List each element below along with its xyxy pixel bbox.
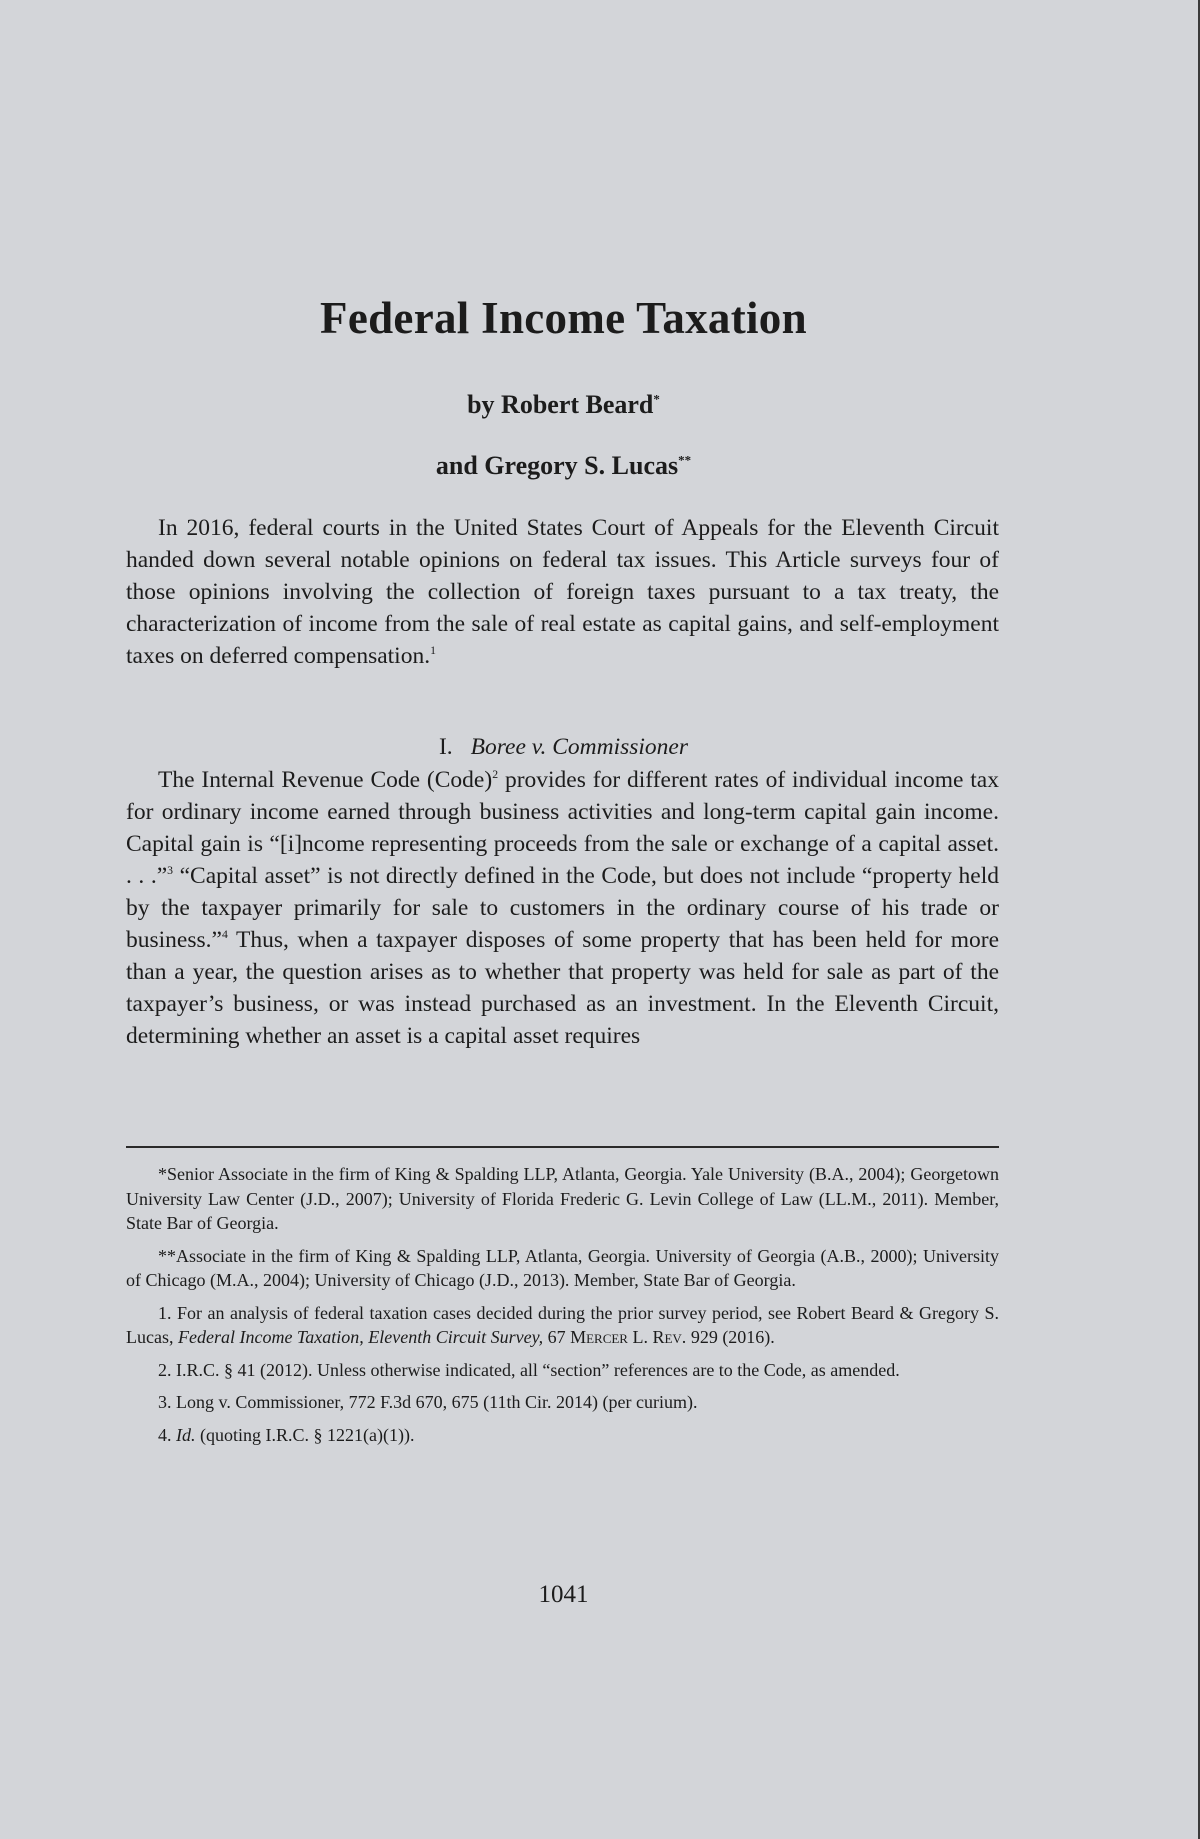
footnote-double-star: **Associate in the firm of King & Spalding LLP, Atlanta, Georgia. University of Georgia (A.B., 2000); University of Chicago (M.A., 2004); University of Chicago (J.D., 2013). Member, State Bar of Georgia. xyxy=(126,1245,999,1290)
footnote-text: 929 (2016). xyxy=(690,1327,775,1347)
footnote-ref: 3 xyxy=(167,864,174,878)
footnote-ref: 2 xyxy=(492,768,499,782)
footnote-text: I.R.C. § 41 (2012). Unless otherwise indicated, all “section” references are to the Code, as amended. xyxy=(176,1359,900,1380)
footnote-text: (quoting I.R.C. § 1221(a)(1)). xyxy=(200,1424,415,1445)
section-paragraph xyxy=(126,764,999,1052)
footnote-journal: Mercer L. Rev. xyxy=(570,1327,687,1347)
footnote-ref: 4 xyxy=(221,928,228,942)
footnote-number: 2. xyxy=(158,1359,172,1380)
paragraph-text: The Internal Revenue Code (Code) xyxy=(158,767,493,793)
page-number: 1041 xyxy=(538,1581,589,1608)
footnote-ref: 1 xyxy=(430,644,436,658)
section-body xyxy=(126,764,999,1052)
footnote-number: 4. xyxy=(158,1424,172,1445)
paragraph-text: “Capital asset” is not directly defined in the Code, but does not include “property held by the taxpayer primarily for sale to customers in the ordinary course of his trade or business.” xyxy=(126,863,999,953)
footnote-3 xyxy=(126,1390,999,1415)
footnote-number: 1. xyxy=(158,1302,172,1323)
paragraph-text: provides for different rates of individual income tax for ordinary income earned through business activities and long-term capital gain income. Capital gain is “[i]ncome representing proceeds from the sale or exchange of a capital asset. . . .” xyxy=(126,767,999,889)
intro-text: In 2016, federal courts in the United States Court of Appeals for the Eleventh Circuit handed down several notable opinions on federal tax issues. This Article surveys four of those opinions involving the collection of foreign taxes pursuant to a tax treaty, the characterization of income from the sale of real estate as capital gains, and self-employment taxes on deferred compensation. xyxy=(126,515,999,669)
footnote-2 xyxy=(126,1358,999,1383)
author-footnote-mark: * xyxy=(653,391,660,407)
footnote-citation-title: Federal Income Taxation, Eleventh Circuit Survey, xyxy=(177,1327,544,1347)
author-gregory-lucas xyxy=(0,451,1127,481)
author-name: and Gregory S. Lucas xyxy=(435,451,679,480)
footnotes xyxy=(126,1162,999,1455)
footnote-star: *Senior Associate in the firm of King & Spalding LLP, Atlanta, Georgia. Yale University (B.A., 2004); Georgetown University Law Center (J.D., 2007); University of Florida Frederic G. Levin College of Law (LL.M., 2011). Member, State Bar of Georgia. xyxy=(126,1164,999,1233)
footnote-4 xyxy=(126,1423,999,1448)
footnote-number: 3. xyxy=(158,1392,172,1412)
footnote-text: 67 xyxy=(547,1327,566,1347)
footnote-text: For an analysis of federal taxation cases decided during the prior survey period, see Robert Beard & Gregory S. Lucas, xyxy=(126,1302,999,1347)
footnote-id-signal: Id. xyxy=(176,1424,196,1445)
section-number: I. xyxy=(438,734,453,760)
author-footnote-mark: ** xyxy=(678,452,692,468)
paragraph-text: Thus, when a taxpayer disposes of some property that has been held for more than a year, the question arises as to whether that property was held for sale as part of the taxpayer’s business, or was instead purchased as an investment. In the Eleventh Circuit, determining whether an asset is a capital asset requires xyxy=(126,927,999,1049)
footnote-text: Long v. Commissioner, 772 F.3d 670, 675 (11th Cir. 2014) (per curium). xyxy=(176,1392,698,1412)
intro-paragraph xyxy=(126,512,999,672)
footnote-1 xyxy=(126,1301,999,1350)
author-name: by Robert Beard xyxy=(467,390,654,419)
article-title: Federal Income Taxation xyxy=(320,293,807,343)
intro-paragraph-block xyxy=(126,512,999,672)
section-heading xyxy=(0,734,1127,761)
author-robert-beard xyxy=(0,390,1127,420)
section-case-name: Boree v. Commissioner xyxy=(470,734,689,760)
footnote-divider xyxy=(126,1146,999,1148)
